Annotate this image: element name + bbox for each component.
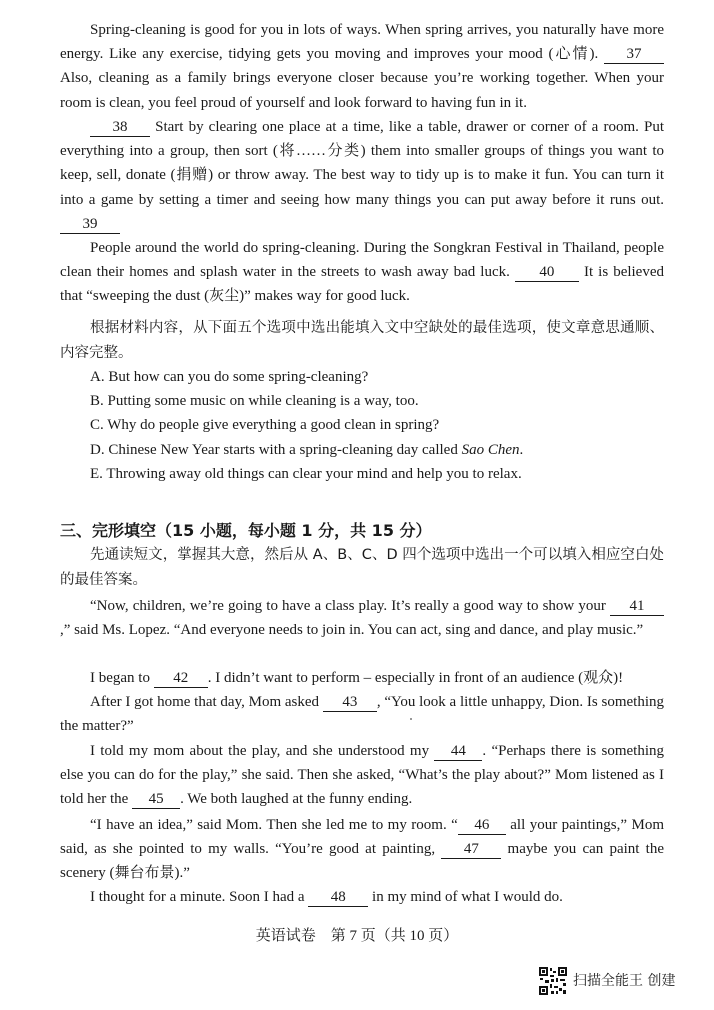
passage-a-paragraph-1: Spring-cleaning is good for you in lots of ways. When spring arrives, you naturally have more energy. Like any exercise, tidying gets you moving and improves your mood (心情). 37 Also, cleaning as a family brings everyone closer because you’re working together. When your room is clean, you feel proud of yourself and look forward to having fun in it. (60, 22, 664, 111)
blank-48: 48 (308, 888, 368, 907)
scanner-watermark: 扫描全能王 创建 (573, 973, 676, 989)
qr-code-icon (538, 966, 568, 996)
blank-37: 37 (604, 45, 664, 64)
passage-a-paragraph-3: People around the world do spring-cleaning. During the Songkran Festival in Thailand, people clean their homes and splash water in the streets to wash away bad luck. 40 It is believed that “sweeping the dust (灰尘)” makes way for good luck. (60, 240, 664, 305)
passage-b-paragraph-4: I told my mom about the play, and she understood my 44 . “Perhaps there is something else you can do for the play,” she said. Then she asked, “What’s the play about?” Mom listened as I told her the 45 . We both laughed at the funny ending. (60, 743, 664, 808)
option-e: E. Throwing away old things can clear your mind and help you to relax. (90, 466, 522, 482)
blank-42: 42 (154, 669, 208, 688)
blank-44: 44 (434, 742, 482, 761)
passage-b-paragraph-2: I began to 42 . I didn’t want to perform – especially in front of an audience (观众)! (90, 670, 624, 686)
instruction-a: 根据材料内容，从下面五个选项中选出能填入文中空缺处的最佳选项，使文章意思通顺、内容完整。 (60, 320, 664, 361)
option-c: C. Why do people give everything a good clean in spring? (90, 417, 440, 433)
blank-38: 38 (90, 118, 150, 137)
option-b: B. Putting some music on while cleaning is a way, too. (90, 393, 419, 409)
option-d: D. Chinese New Year starts with a spring-cleaning day called Sao Chen. (90, 442, 524, 458)
passage-a-paragraph-2: 38 Start by clearing one place at a time, like a table, drawer or corner of a room. Put everything into a group, then sort (将……分类) them into smaller groups of things you want to keep, sell, donate (捐赠) or throw away. The best way to tidy up is to make it fun. You can turn it into a game by setting a timer and seeing how many things you can put away before it runs out. 39 (60, 119, 664, 232)
passage-b-paragraph-1: “Now, children, we’re going to have a class play. It’s really a good way to show your 41,” said Ms. Lopez. “And everyone needs to join in. You can act, sing and dance, and play music.” (60, 594, 664, 642)
blank-40: 40 (515, 263, 579, 282)
blank-46: 46 (458, 816, 506, 835)
blank-45: 45 (132, 790, 180, 809)
blank-43: 43 (323, 693, 377, 712)
scan-speck (410, 718, 412, 720)
section-3-instruction: 先通读短文，掌握其大意，然后从 A、B、C、D 四个选项中选出一个可以填入相应空白处的最佳答案。 (60, 547, 664, 588)
passage-b-paragraph-6: I thought for a minute. Soon I had a 48 in my mind of what I would do. (90, 889, 563, 905)
passage-b-paragraph-3: After I got home that day, Mom asked 43 , “You look a little unhappy, Dion. Is something the matter?” (60, 694, 664, 735)
passage-b-paragraph-5: “I have an idea,” said Mom. Then she led me to my room. “ 46 all your paintings,” Mom said, as she pointed to my walls. “You’re good at painting, 47 maybe you can paint the scenery (舞台布景).” (60, 817, 664, 882)
blank-41: 41 (610, 597, 664, 616)
blank-39: 39 (60, 215, 120, 234)
page-footer: 英语试卷 第 7 页（共 10 页） (255, 928, 459, 944)
option-a: A. But how can you do some spring-cleaning? (90, 369, 369, 385)
section-3-heading: 三、完形填空（15 小题，每小题 1 分，共 15 分） (60, 521, 432, 540)
blank-47: 47 (441, 840, 501, 859)
